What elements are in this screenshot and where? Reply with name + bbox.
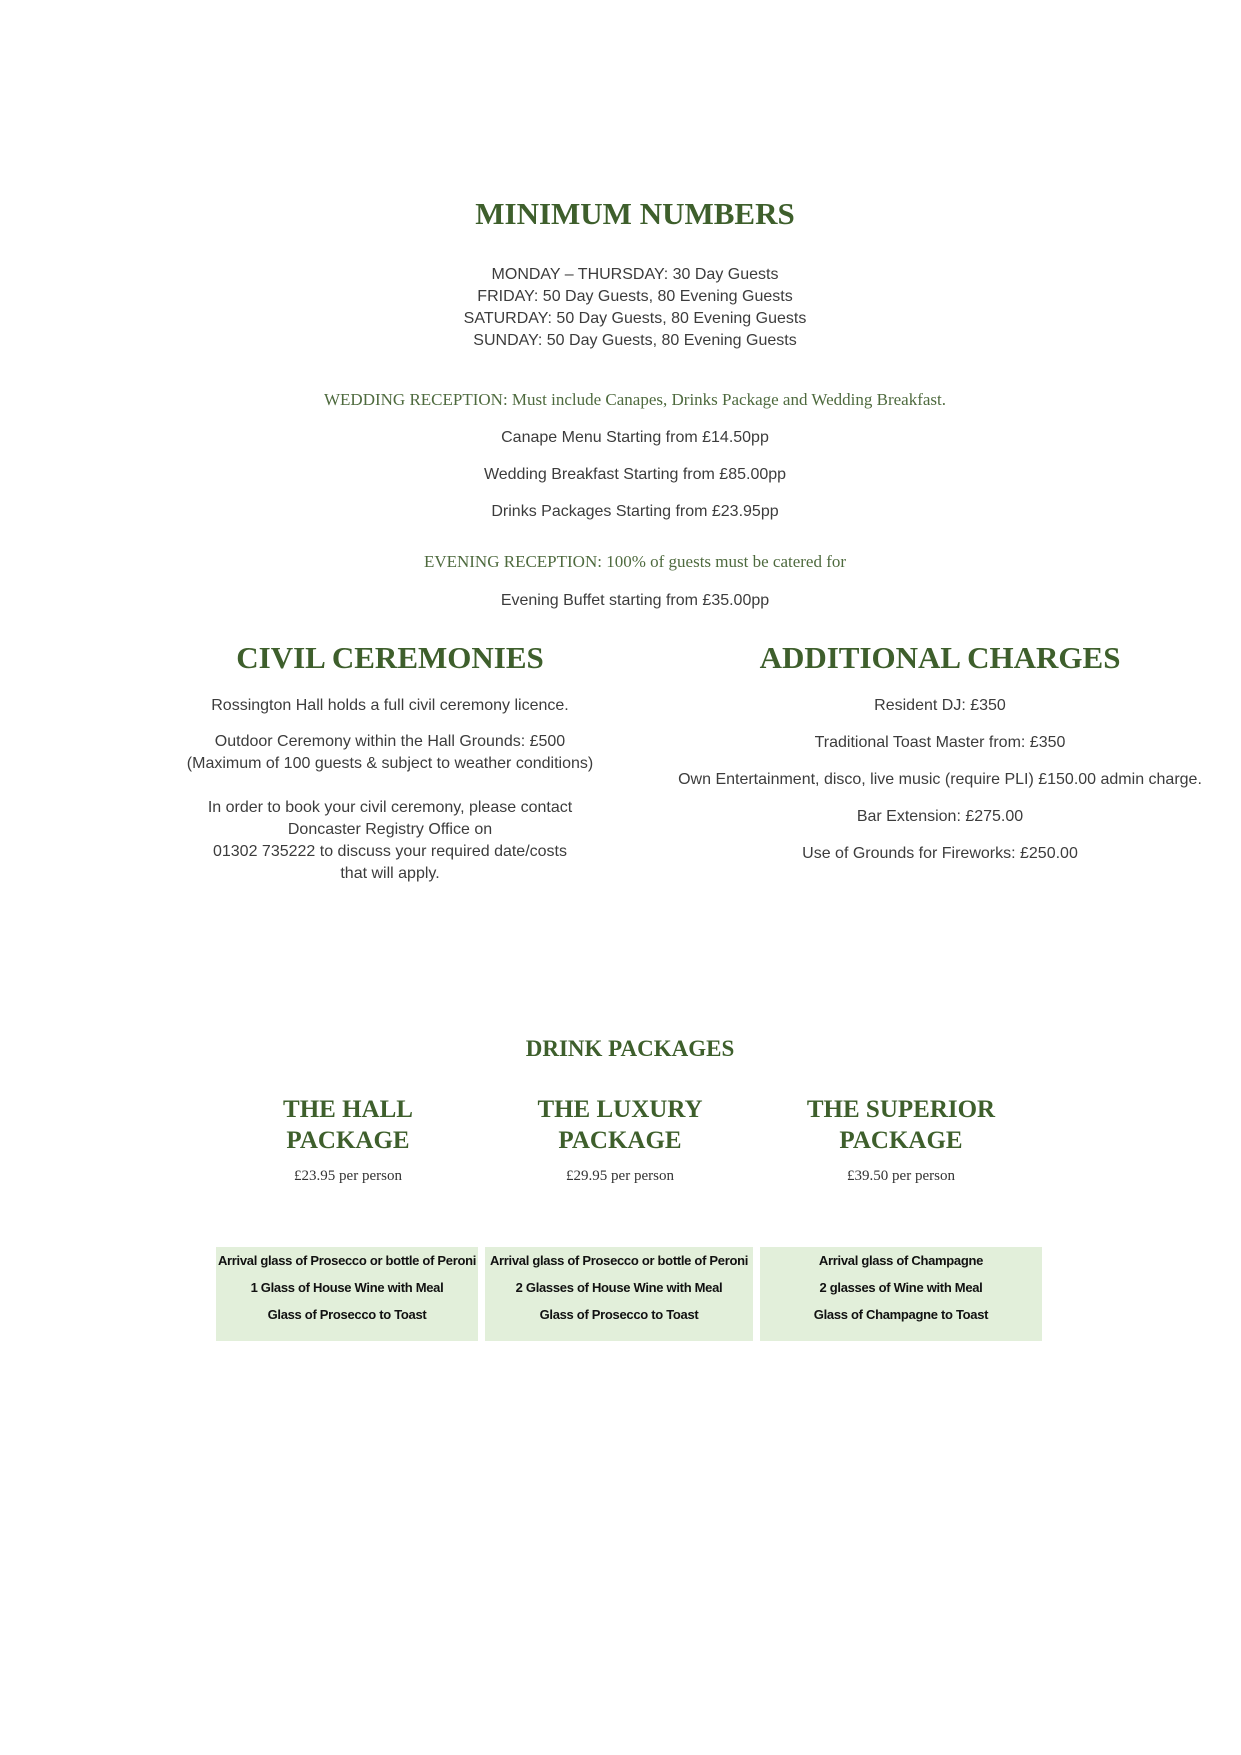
civil-ceremonies-licence: Rossington Hall holds a full civil ceremony licence. xyxy=(211,697,569,714)
additional-charge-item: Traditional Toast Master from: £350 xyxy=(814,734,1066,751)
additional-charge-item: Use of Grounds for Fireworks: £250.00 xyxy=(802,845,1078,862)
outdoor-line: Outdoor Ceremony within the Hall Grounds: £500 xyxy=(214,733,566,750)
package-item: Arrival glass of Prosecco or bottle of Peroni xyxy=(489,1253,749,1268)
package-price-luxury: £29.95 per person xyxy=(566,1168,674,1184)
package-name-line: THE HALL xyxy=(283,1096,413,1123)
package-item: 2 Glasses of House Wine with Meal xyxy=(515,1280,723,1295)
booking-line: 01302 735222 to discuss your required date/costs xyxy=(212,843,567,860)
package-name-line: THE LUXURY xyxy=(537,1096,703,1123)
wedding-reception-item: Wedding Breakfast Starting from £85.00pp xyxy=(483,466,787,483)
wedding-reception-item: Drinks Packages Starting from £23.95pp xyxy=(491,503,779,520)
minimum-numbers-title: MINIMUM NUMBERS xyxy=(475,196,795,231)
minimum-numbers-line: MONDAY – THURSDAY: 30 Day Guests xyxy=(491,266,779,283)
package-item: 2 glasses of Wine with Meal xyxy=(819,1280,983,1295)
additional-charges-title: ADDITIONAL CHARGES xyxy=(759,640,1121,675)
additional-charge-item: Resident DJ: £350 xyxy=(874,697,1006,714)
package-name-luxury xyxy=(486,1094,754,1156)
package-name-superior xyxy=(760,1094,1042,1156)
drink-packages-title: DRINK PACKAGES xyxy=(525,1036,735,1061)
package-box-hall xyxy=(216,1247,478,1341)
minimum-numbers-line: SATURDAY: 50 Day Guests, 80 Evening Guests xyxy=(463,310,807,327)
additional-charge-item: Bar Extension: £275.00 xyxy=(856,808,1024,825)
minimum-numbers-line: FRIDAY: 50 Day Guests, 80 Evening Guests xyxy=(477,288,793,305)
package-name-line: PACKAGE xyxy=(558,1127,682,1154)
evening-reception-heading: EVENING RECEPTION: 100% of guests must be catered for xyxy=(423,552,847,571)
package-name-line: THE SUPERIOR xyxy=(806,1096,996,1123)
package-price-hall: £23.95 per person xyxy=(294,1168,402,1184)
evening-reception-item: Evening Buffet starting from £35.00pp xyxy=(500,592,770,609)
outdoor-line: (Maximum of 100 guests & subject to weather conditions) xyxy=(186,755,594,772)
package-item: Glass of Prosecco to Toast xyxy=(539,1307,699,1322)
minimum-numbers-line: SUNDAY: 50 Day Guests, 80 Evening Guests xyxy=(473,332,797,349)
package-item: 1 Glass of House Wine with Meal xyxy=(250,1280,444,1295)
booking-line: In order to book your civil ceremony, please contact xyxy=(207,799,573,816)
package-name-hall xyxy=(216,1094,480,1156)
package-box-superior xyxy=(760,1247,1042,1341)
package-item: Glass of Champagne to Toast xyxy=(813,1307,989,1322)
booking-line: that will apply. xyxy=(340,865,440,882)
package-name-line: PACKAGE xyxy=(286,1127,410,1154)
package-box-luxury xyxy=(485,1247,753,1341)
package-name-line: PACKAGE xyxy=(839,1127,963,1154)
wedding-reception-heading: WEDDING RECEPTION: Must include Canapes, Drinks Package and Wedding Breakfast. xyxy=(324,390,946,409)
additional-charge-item: Own Entertainment, disco, live music (require PLI) £150.00 admin charge. xyxy=(678,771,1202,788)
package-item: Arrival glass of Champagne xyxy=(818,1253,984,1268)
minimum-numbers-list xyxy=(0,264,1241,352)
package-price-superior: £39.50 per person xyxy=(847,1168,955,1184)
package-item: Arrival glass of Prosecco or bottle of Peroni xyxy=(217,1253,477,1268)
package-item: Glass of Prosecco to Toast xyxy=(267,1307,427,1322)
civil-ceremonies-booking xyxy=(140,797,640,885)
civil-ceremonies-title: CIVIL CEREMONIES xyxy=(236,640,544,675)
wedding-reception-item: Canape Menu Starting from £14.50pp xyxy=(501,429,769,446)
civil-ceremonies-outdoor xyxy=(140,731,640,775)
booking-line: Doncaster Registry Office on xyxy=(287,821,493,838)
